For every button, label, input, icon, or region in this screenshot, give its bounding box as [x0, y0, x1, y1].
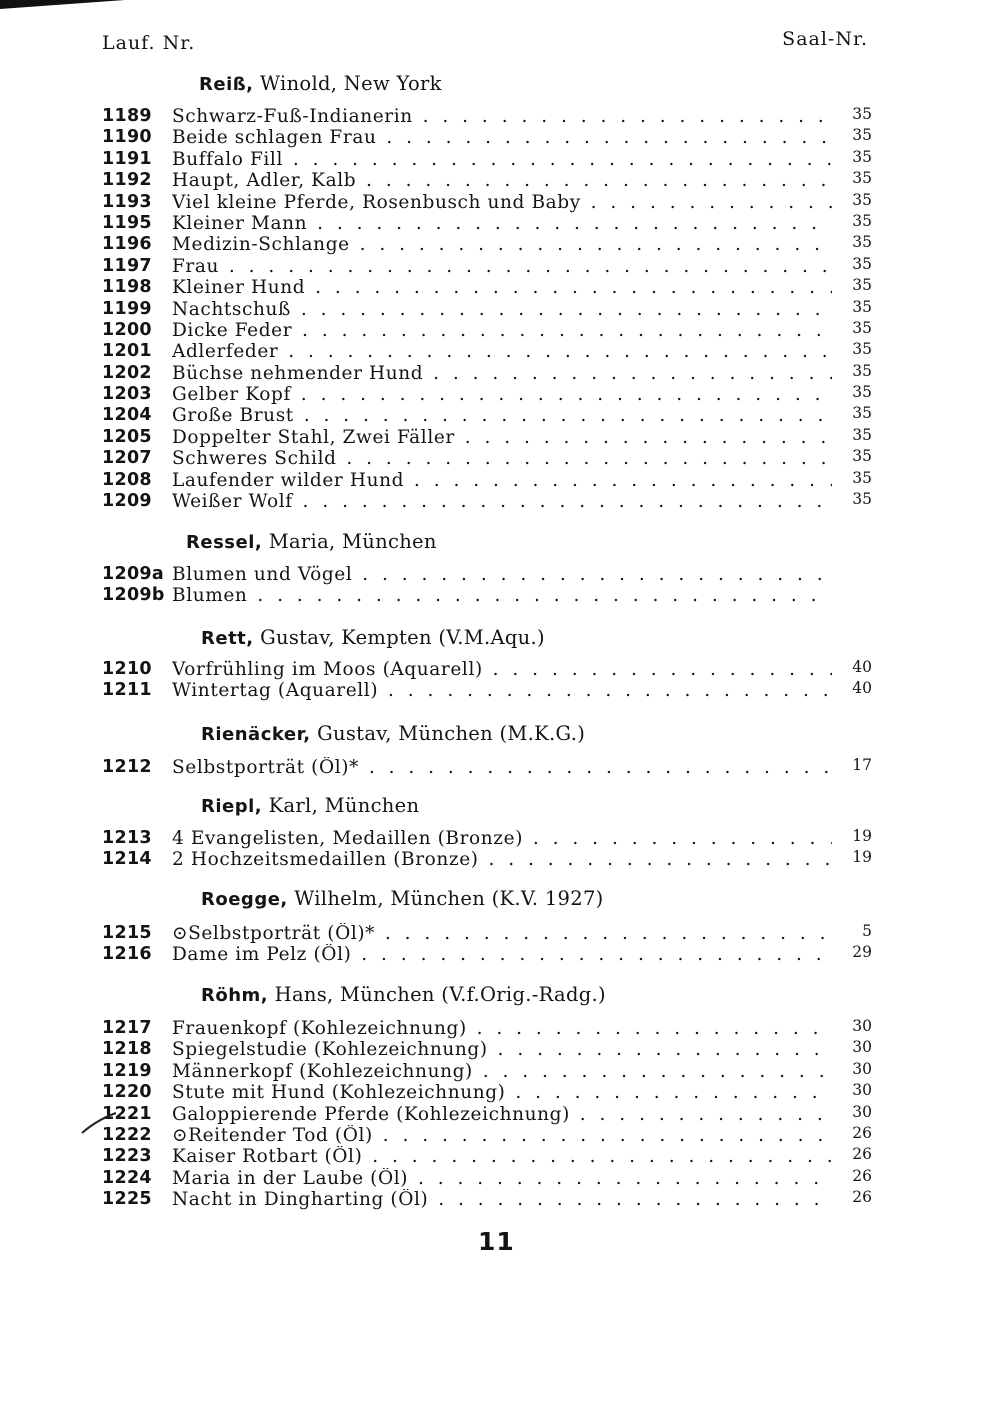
- list-item: [102, 1039, 872, 1060]
- room-number: 35: [852, 404, 872, 423]
- artwork-title: Blumen und Vögel . . .: [172, 564, 832, 585]
- catalog-number: 1198: [102, 277, 152, 298]
- list-item: [102, 341, 872, 362]
- room-number: 35: [852, 447, 872, 466]
- artwork-title: Medizin-Schlange . . .: [172, 234, 832, 255]
- artwork-title: Haupt, Adler, Kalb . . .: [172, 170, 832, 191]
- room-number: 35: [852, 190, 872, 209]
- artist-details: Gustav, München (M.K.G.): [310, 722, 586, 745]
- artist-heading: [201, 983, 606, 1006]
- catalog-number: 1203: [102, 384, 152, 405]
- catalog-number: 1215: [102, 923, 152, 943]
- list-item: [102, 127, 872, 148]
- artist-heading: [201, 626, 545, 649]
- list-item: [102, 405, 872, 426]
- artist-name: Röhm,: [201, 985, 269, 1006]
- artwork-title: Nachtschuß . . .: [172, 299, 832, 320]
- artwork-title: Frauenkopf (Kohlezeichnung) . . .: [172, 1018, 832, 1039]
- room-number: 35: [852, 276, 872, 295]
- artwork-title: Kleiner Hund . . .: [172, 277, 832, 298]
- artist-name: Reiß,: [199, 74, 254, 95]
- catalog-number: 1225: [102, 1189, 152, 1210]
- room-number: 35: [852, 468, 872, 487]
- artist-name: Ressel,: [186, 532, 263, 553]
- list-item: [102, 448, 872, 469]
- list-item: [102, 1082, 872, 1103]
- catalog-number: 1214: [102, 849, 152, 870]
- catalog-number: 1221: [102, 1103, 152, 1124]
- list-item: [102, 1146, 872, 1167]
- catalog-number: 1208: [102, 469, 152, 490]
- entry-list: [102, 106, 872, 512]
- room-number: 35: [852, 105, 872, 123]
- catalog-number: 1213: [102, 828, 152, 848]
- list-item: [102, 757, 872, 778]
- artwork-title: Doppelter Stahl, Zwei Fäller . . .: [172, 427, 832, 448]
- artwork-title: Kleiner Mann . . .: [172, 213, 832, 234]
- catalog-number: 1224: [102, 1167, 152, 1188]
- room-number: 35: [852, 147, 872, 166]
- entry-list: [102, 659, 872, 702]
- list-item: [102, 1018, 872, 1039]
- artwork-title: Schwarz-Fuß-Indianerin . . .: [172, 106, 832, 127]
- catalog-number: 1200: [102, 319, 152, 340]
- artwork-title: Frau . . .: [172, 256, 832, 277]
- artwork-title: Gelber Kopf . . .: [172, 384, 832, 405]
- list-item: [102, 1104, 872, 1125]
- artist-heading: [201, 887, 604, 910]
- room-number: 29: [852, 943, 872, 962]
- artist-details: Maria, München: [262, 530, 437, 553]
- room-number: 19: [852, 827, 872, 845]
- room-number: 35: [852, 297, 872, 316]
- catalog-number: 1209: [102, 491, 152, 512]
- list-item: [102, 564, 872, 585]
- artist-details: Hans, München (V.f.Orig.-Radg.): [268, 983, 606, 1006]
- artist-details: Karl, München: [262, 794, 420, 817]
- room-number: 26: [852, 1145, 872, 1164]
- room-number: 26: [852, 1123, 872, 1142]
- catalog-number: 1217: [102, 1018, 152, 1038]
- room-number: 17: [852, 756, 872, 774]
- room-number: 35: [852, 169, 872, 188]
- artist-name: Rett,: [201, 628, 254, 649]
- artwork-title: Spiegelstudie (Kohlezeichnung) . . .: [172, 1039, 832, 1060]
- room-number: 30: [852, 1059, 872, 1078]
- list-item: [102, 427, 872, 448]
- artwork-title: Selbstporträt (Öl)* . . .: [172, 757, 832, 778]
- list-item: [102, 1125, 872, 1146]
- artwork-title: Laufender wilder Hund . . .: [172, 470, 832, 491]
- room-number: 35: [852, 233, 872, 252]
- catalog-number: 1189: [102, 106, 152, 126]
- entry-list: [102, 757, 872, 778]
- catalog-number: 1220: [102, 1082, 152, 1103]
- artwork-title: Buffalo Fill . . .: [172, 149, 832, 170]
- artwork-title: Wintertag (Aquarell) . . .: [172, 680, 832, 701]
- artwork-title: ⊙Reitender Tod (Öl) . . .: [172, 1125, 832, 1146]
- page-header: [102, 28, 868, 60]
- catalog-number: 1207: [102, 448, 152, 469]
- catalog-number: 1209a: [102, 564, 165, 584]
- room-number: 40: [852, 658, 872, 676]
- catalog-number: 1205: [102, 426, 152, 447]
- catalog-number: 1195: [102, 212, 152, 233]
- catalog-number: 1193: [102, 191, 152, 212]
- column-header-lauf-nr: Lauf. Nr.: [102, 32, 196, 54]
- artwork-title: Schweres Schild . . .: [172, 448, 832, 469]
- room-number: 26: [852, 1166, 872, 1185]
- room-number: 30: [852, 1038, 872, 1057]
- room-number: 35: [852, 254, 872, 273]
- catalog-number: 1201: [102, 341, 152, 362]
- catalog-number: 1204: [102, 405, 152, 426]
- catalog-number: 1219: [102, 1060, 152, 1081]
- catalog-number: 1222: [102, 1124, 152, 1145]
- list-item: [102, 1061, 872, 1082]
- artwork-title: Männerkopf (Kohlezeichnung) . . .: [172, 1061, 832, 1082]
- artist-name: Rienäcker,: [201, 724, 311, 745]
- room-number: 30: [852, 1017, 872, 1035]
- artwork-title: 4 Evangelisten, Medaillen (Bronze) . . .: [172, 828, 832, 849]
- entry-list: [102, 1018, 872, 1211]
- list-item: [102, 1168, 872, 1189]
- list-item: [102, 680, 872, 701]
- catalog-number: 1212: [102, 757, 152, 777]
- room-number: 35: [852, 361, 872, 380]
- list-item: [102, 320, 872, 341]
- artwork-title: Dicke Feder . . .: [172, 320, 832, 341]
- room-number: 30: [852, 1102, 872, 1121]
- list-item: [102, 256, 872, 277]
- artist-heading: [201, 794, 419, 817]
- artist-name: Roegge,: [201, 889, 288, 910]
- artist-heading: [201, 722, 585, 745]
- artwork-title: Stute mit Hund (Kohlezeichnung) . . .: [172, 1082, 832, 1103]
- list-item: [102, 384, 872, 405]
- artwork-title: Galoppierende Pferde (Kohlezeichnung) . . .: [172, 1104, 832, 1125]
- room-number: 40: [852, 679, 872, 698]
- artwork-title: ⊙Selbstporträt (Öl)* . . .: [172, 923, 832, 944]
- room-number: 5: [862, 922, 872, 940]
- page-number: 11: [478, 1227, 515, 1256]
- room-number: 35: [852, 318, 872, 337]
- catalog-number: 1199: [102, 298, 152, 319]
- artwork-title: Kaiser Rotbart (Öl) . . .: [172, 1146, 832, 1167]
- list-item: [102, 363, 872, 384]
- list-item: [102, 585, 872, 606]
- room-number: 26: [852, 1188, 872, 1207]
- list-item: [102, 277, 872, 298]
- catalog-number: 1223: [102, 1146, 152, 1167]
- catalog-number: 1197: [102, 255, 152, 276]
- catalog-number: 1216: [102, 944, 152, 965]
- catalog-number: 1196: [102, 234, 152, 255]
- artist-heading: [186, 530, 437, 553]
- entry-list: [102, 564, 872, 607]
- list-item: [102, 828, 872, 849]
- artist-name: Riepl,: [201, 796, 263, 817]
- artist-details: Winold, New York: [253, 72, 442, 95]
- artist-details: Gustav, Kempten (V.M.Aqu.): [253, 626, 545, 649]
- pen-mark-icon: [80, 1112, 118, 1134]
- list-item: [102, 1189, 872, 1210]
- artwork-title: Büchse nehmender Hund . . .: [172, 363, 832, 384]
- catalog-number: 1202: [102, 362, 152, 383]
- list-item: [102, 849, 872, 870]
- artwork-title: 2 Hochzeitsmedaillen (Bronze) . . .: [172, 849, 832, 870]
- list-item: [102, 299, 872, 320]
- catalog-number: 1210: [102, 659, 152, 679]
- room-number: 35: [852, 383, 872, 402]
- list-item: [102, 106, 872, 127]
- artwork-title: Maria in der Laube (Öl) . . .: [172, 1168, 832, 1189]
- artwork-title: Weißer Wolf . . .: [172, 491, 832, 512]
- artwork-title: Beide schlagen Frau . . .: [172, 127, 832, 148]
- list-item: [102, 659, 872, 680]
- catalog-number: 1190: [102, 127, 152, 148]
- column-header-saal-nr: Saal-Nr.: [782, 28, 868, 50]
- catalog-number: 1218: [102, 1039, 152, 1060]
- artwork-title: Blumen . . .: [172, 585, 832, 606]
- list-item: [102, 213, 872, 234]
- artist-details: Wilhelm, München (K.V. 1927): [287, 887, 604, 910]
- catalog-number: 1209b: [102, 585, 165, 606]
- scan-edge-mark: [0, 0, 125, 9]
- list-item: [102, 944, 872, 965]
- artwork-title: Vorfrühling im Moos (Aquarell) . . .: [172, 659, 832, 680]
- list-item: [102, 170, 872, 191]
- artwork-title: Nacht in Dingharting (Öl) . . .: [172, 1189, 832, 1210]
- artwork-title: Große Brust . . .: [172, 405, 832, 426]
- room-number: 35: [852, 340, 872, 359]
- room-number: 35: [852, 490, 872, 509]
- list-item: [102, 491, 872, 512]
- artwork-title: Viel kleine Pferde, Rosenbusch und Baby . . .: [172, 192, 832, 213]
- artwork-title: Dame im Pelz (Öl) . . .: [172, 944, 832, 965]
- room-number: 35: [852, 126, 872, 145]
- entry-list: [102, 828, 872, 871]
- catalog-number: 1192: [102, 170, 152, 191]
- catalog-number: 1211: [102, 680, 152, 701]
- list-item: [102, 192, 872, 213]
- artist-heading: [199, 72, 442, 95]
- room-number: 19: [852, 848, 872, 867]
- list-item: [102, 470, 872, 491]
- list-item: [102, 149, 872, 170]
- catalog-number: 1191: [102, 148, 152, 169]
- list-item: [102, 923, 872, 944]
- artwork-title: Adlerfeder . . .: [172, 341, 832, 362]
- entry-list: [102, 923, 872, 966]
- room-number: 30: [852, 1081, 872, 1100]
- room-number: 35: [852, 211, 872, 230]
- list-item: [102, 234, 872, 255]
- room-number: 35: [852, 425, 872, 444]
